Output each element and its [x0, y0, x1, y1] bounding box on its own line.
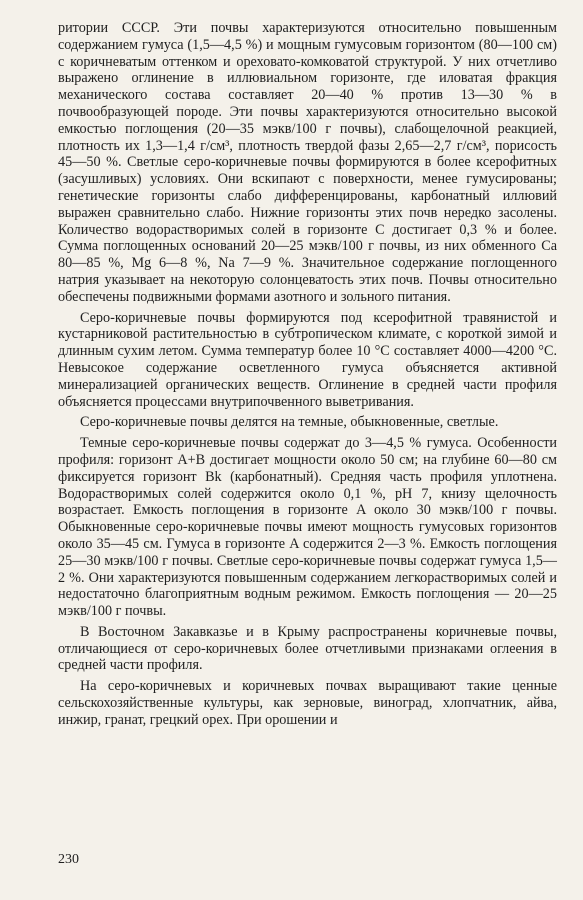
page-body — [58, 20, 557, 880]
paragraph-1: ритории СССР. Эти почвы характеризуются относительно повышенным содержанием гумуса (1,5—4,5 %) и мощным гумусовым горизонтом (80—100 см) с коричневатым оттенком и ореховато-комковатой структурой. У них отчетливо выражено оглинение в иллювиальном горизонте, где иловатая фракция механического состава составляет 20—40 % против 13—30 % в почвообразующей породе. Эти почвы характеризуются относительно высокой емкостью поглощения (20—35 мэкв/100 г почвы), слабощелочной реакцией, плотность их 1,3—1,4 г/см³, плотность твердой фазы 2,65—2,7 г/см³, порисость 45—50 %. Светлые серо-коричневые почвы формируются в более ксерофитных (засушливых) условиях. Они вскипают с поверхности, менее гумусированы; генетические горизонты слабо дифференцированы, карбонатный иллювий выражен сравнительно слабо. Нижние горизонты этих почв нередко засолены. Количество водорастворимых солей в горизонте C достигает 0,3 % и более. Сумма поглощенных оснований 20—25 мэкв/100 г почвы, из них обменного Ca 80—85 %, Mg 6—8 %, Na 7—9 %. Значительное содержание поглощенного натрия указывает на некоторую солонцеватость этих почв. Почвы относительно обеспечены подвижными формами азотного и зольного питания. — [58, 20, 557, 305]
page-number: 230 — [58, 852, 79, 867]
paragraph-2: Серо-коричневые почвы формируются под ксерофитной травянистой и кустарниковой растительностью в субтропическом климате, с короткой зимой и длинным сухим летом. Сумма температур более 10 °C составляет 4000—4200 °C. Невысокое содержание осветленного гумуса объясняется активной минерализацией органических веществ. Оглинение в средней части профиля объясняется процессами внутрипочвенного выветривания. — [58, 309, 557, 410]
paragraph-3: Серо-коричневые почвы делятся на темные, обыкновенные, светлые. — [80, 414, 499, 431]
paragraph-4: Темные серо-коричневые почвы содержат до 3—4,5 % гумуса. Особенности профиля: горизонт A+B достигает мощности около 50 см; на глубине 60—80 см фиксируется горизонт Bk (карбонатный). Средняя часть профиля уплотнена. Водорастворимых солей содержится около 0,1 %, pH 7, книзу щелочность возрастает. Емкость поглощения в горизонте A около 30 мэкв/100 г почвы. Обыкновенные серо-коричневые почвы имеют мощность гумусовых горизонтов около 35—45 см. Гумуса в горизонте A содержится 2—3 %. Емкость поглощения 25—30 мэкв/100 г почвы. Светлые серо-коричневые почвы содержат гумуса 1,5—2 %. Они характеризуются повышенным содержанием легкорастворимых солей и недостаточно благоприятным водным режимом. Емкость поглощения — 20—25 мэкв/100 г почвы. — [58, 435, 557, 620]
paragraph-5: В Восточном Закавказье и в Крыму распространены коричневые почвы, отличающиеся от серо-коричневых более отчетливыми признаками оглеения в средней части профиля. — [58, 623, 557, 674]
paragraph-6: На серо-коричневых и коричневых почвах выращивают такие ценные сельскохозяйственные культуры, как зерновые, виноград, хлопчатник, айва, инжир, гранат, грецкий орех. При орошении и — [58, 678, 557, 728]
